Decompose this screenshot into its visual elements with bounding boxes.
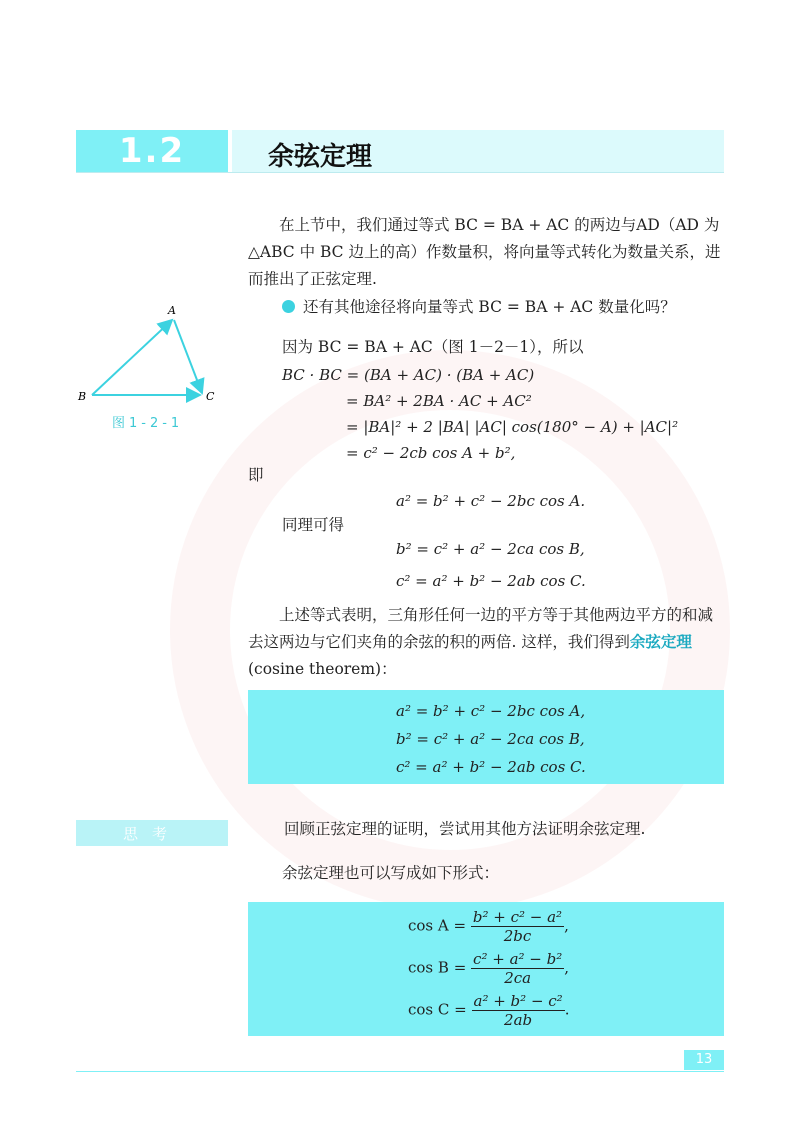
derivation-line-1: BC · BC = (BA + AC) · (BA + AC) (282, 366, 535, 384)
vector-ac (174, 320, 202, 393)
equation-a: a² = b² + c² − 2bc cos A. (396, 492, 586, 510)
cos-c-formula (408, 992, 569, 1029)
theorem-term: 余弦定理 (629, 633, 692, 651)
cos-c-numerator: a² + b² − c² (473, 992, 563, 1010)
vertex-b-label: B (78, 390, 87, 403)
cos-b-formula (408, 950, 569, 987)
derivation-line-4: = c² − 2cb cos A + b², (346, 444, 516, 462)
cos-b-denominator: 2ca (504, 969, 532, 987)
cos-a-formula (408, 908, 569, 945)
theorem-line-2: b² = c² + a² − 2ca cos B, (396, 730, 585, 748)
cos-b-end: , (564, 958, 570, 977)
ji-label: 即 (248, 466, 264, 484)
think-tag: 思考 (76, 820, 228, 846)
question-text: 还有其他途径将向量等式 BC = BA + AC 数量化吗？ (303, 298, 676, 316)
cos-a-denominator: 2bc (503, 927, 532, 945)
cos-a-lhs: cos A = (408, 916, 467, 935)
footer-divider (76, 1071, 724, 1072)
question-line (282, 294, 722, 321)
cos-c-lhs: cos C = (408, 1000, 467, 1019)
theorem-line-1: a² = b² + c² − 2bc cos A, (396, 702, 586, 720)
equation-c: c² = a² + b² − 2ab cos C. (396, 572, 586, 590)
bullet-dot-icon (282, 300, 295, 313)
section-title: 余弦定理 (268, 142, 373, 172)
page-number: 13 (684, 1050, 724, 1070)
figure-caption: 图1-2-1 (112, 416, 184, 431)
vertex-c-label: C (206, 390, 215, 403)
cos-a-end: , (564, 916, 569, 935)
summary-paragraph (248, 602, 724, 683)
cos-c-end: . (564, 1000, 570, 1019)
because-line: 因为 BC = BA + AC（图 1－2－1），所以 (282, 338, 584, 356)
cos-b-fraction (471, 950, 564, 987)
theorem-box (248, 690, 724, 784)
equation-b: b² = c² + a² − 2ca cos B, (396, 540, 585, 558)
vector-ba (92, 320, 172, 395)
theorem-line-3: c² = a² + b² − 2ab cos C. (396, 758, 586, 776)
cos-b-numerator: c² + a² − b² (473, 950, 563, 968)
derivation-line-2: = BA² + 2BA · AC + AC² (346, 392, 532, 410)
cos-a-numerator: b² + c² − a² (472, 908, 563, 926)
header-divider (76, 172, 724, 173)
cos-a-fraction (471, 908, 564, 945)
cos-b-lhs: cos B = (408, 958, 467, 977)
cos-c-fraction (472, 992, 565, 1029)
derivation-line-3: = |BA|² + 2 |BA| |AC| cos(180° − A) + |AC|² (346, 418, 679, 436)
think-text: 回顾正弦定理的证明，尝试用其他方法证明余弦定理. (284, 820, 646, 838)
cos-c-denominator: 2ab (504, 1011, 533, 1029)
section-number: 1.2 (76, 130, 228, 172)
cosine-form-box (248, 902, 724, 1036)
summary-text: 上述等式表明，三角形任何一边的平方等于其他两边平方的和减去这两边与它们夹角的余弦的积的两倍. 这样，我们得到 (248, 606, 714, 651)
intro-paragraph: 在上节中，我们通过等式 BC = BA + AC 的两边与AD（AD 为 △ABC 中 BC 边上的高）作数量积，将向量等式转化为数量关系，进而推出了正弦定理. (248, 216, 721, 288)
vertex-a-label: A (168, 304, 176, 317)
summary-english: (cosine theorem)： (248, 660, 397, 678)
alt-form-intro: 余弦定理也可以写成如下形式： (282, 864, 500, 882)
similarly-label: 同理可得 (282, 516, 345, 534)
